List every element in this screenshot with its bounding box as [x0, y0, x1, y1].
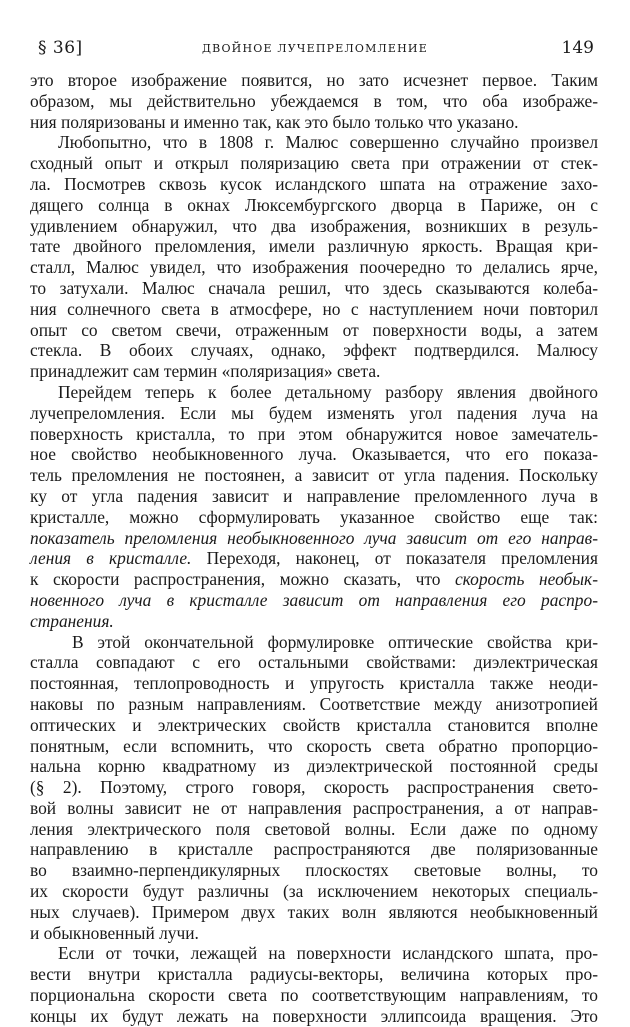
text-line: поверхность кристалла, то при этом обнаружится новое замечатель-	[30, 423, 598, 444]
text-line: наковы по разным направлениям. Соответствие между анизотропией	[30, 693, 598, 714]
text-line: оптических и электрических свойств кристалла становится вполне	[30, 714, 598, 735]
text-line: ния поляризованы и именно так, как это было только что указано.	[30, 111, 519, 132]
text-line: сталла совпадают с его остальными свойствами: диэлектрическая	[30, 652, 598, 673]
text-line: нальна корню квадратному из диэлектрической постоянной среды	[30, 756, 598, 777]
text-line: ных случаев). Примером двух таких волн являются необыкновенный	[30, 901, 598, 922]
text-line: сходный опыт и открыл поляризацию света при отражении от стек-	[30, 153, 598, 174]
text-line: постоянная, теплопроводность и упругость кристалла также неоди-	[30, 673, 598, 694]
text-line: Любопытно, что в 1808 г. Малюс совершенно случайно произвел	[58, 132, 598, 153]
text-line: и обыкновенный лучи.	[30, 922, 199, 943]
text-line: ное свойство необыкновенного луча. Оказывается, что его показа-	[30, 444, 598, 465]
text-line: стекла. В обоих случаях, однако, эффект подтвердился. Малюсу	[30, 340, 598, 361]
text-line: тель преломления не постоянен, а зависит от угла падения. Поскольку	[30, 465, 598, 486]
text-line: Если от точки, лежащей на поверхности исландского шпата, про-	[58, 943, 598, 964]
text-line: концы их будут лежать на поверхности эллипсоида вращения. Это	[30, 1005, 598, 1026]
text-line: Перейдем теперь к более детальному разбору явления двойного	[58, 381, 598, 402]
text-line: кристалле, можно сформулировать указанное свойство еще так:	[30, 506, 598, 527]
text-line: то затухали. Малюс сначала решил, что здесь сказываются колеба-	[30, 277, 598, 298]
text-line: ку от угла падения зависит и направление преломленного луча в	[30, 485, 598, 506]
text-line: к скорости распространения, можно сказать, что скорость необык-	[30, 569, 598, 590]
text-line: новенного луча в кристалле зависит от направления его распро-	[30, 589, 598, 610]
text-line: их скорости будут различны (за исключением некоторых специаль-	[30, 881, 598, 902]
text-line: это второе изображение появится, но зато исчезнет первое. Таким	[30, 70, 598, 90]
text-line: ления электрического поля световой волны. Если даже по одному	[30, 818, 598, 839]
text-line: ления в кристалле. Переходя, наконец, от показателя преломления	[30, 548, 598, 569]
section-number: § 36]	[38, 38, 83, 58]
text-line: тате двойного преломления, имели различную яркость. Вращая кри-	[30, 236, 598, 257]
text-line: ния солнечного света в атмосфере, но с наступлением ночи повторил	[30, 298, 598, 319]
text-line: вой волны зависит не от направления распространения, а от направ-	[30, 797, 598, 818]
text-line: (§ 2). Поэтому, строго говоря, скорость распространения свето-	[30, 777, 598, 798]
text-line: образом, мы действительно убеждаемся в том, что оба изображе-	[30, 90, 598, 111]
page-number: 149	[561, 38, 594, 58]
text-line: ла. Посмотрев сквозь кусок исландского шпата на отражение захо-	[30, 173, 598, 194]
text-line: дящего солнца в окнах Люксембургского дворца в Париже, он с	[30, 194, 598, 215]
running-header	[30, 38, 600, 62]
text-line: В этой окончательной формулировке оптические свойства кри-	[72, 631, 598, 652]
text-line: понятным, если вспомнить, что скорость света обратно пропорцио-	[30, 735, 598, 756]
text-line: показатель преломления необыкновенного луча зависит от его направ-	[30, 527, 598, 548]
text-line: удивлением обнаружил, что два изображения, возникших в резуль-	[30, 215, 598, 236]
running-title: ДВОЙНОЕ ЛУЧЕПРЕЛОМЛЕНИЕ	[202, 42, 428, 55]
text-line: направлению в кристалле распространяются две поляризованные	[30, 839, 598, 860]
text-line: принадлежит сам термин «поляризация» света.	[30, 361, 381, 382]
text-line: вести внутри кристалла радиусы-векторы, величина которых про-	[30, 964, 598, 985]
text-line: порциональна скорости света по соответствующим направлениям, то	[30, 985, 598, 1006]
text-line: во взаимно-перпендикулярных плоскостях световые волны, то	[30, 860, 598, 881]
text-line: сталл, Малюс увидел, что изображения поочередно то делались ярче,	[30, 257, 598, 278]
text-line: лучепреломления. Если мы будем изменять угол падения луча на	[30, 402, 598, 423]
text-line: опыт со светом свечи, отраженным от поверхности воды, а затем	[30, 319, 598, 340]
text-line: странения.	[30, 610, 114, 631]
body-text	[30, 70, 598, 1027]
